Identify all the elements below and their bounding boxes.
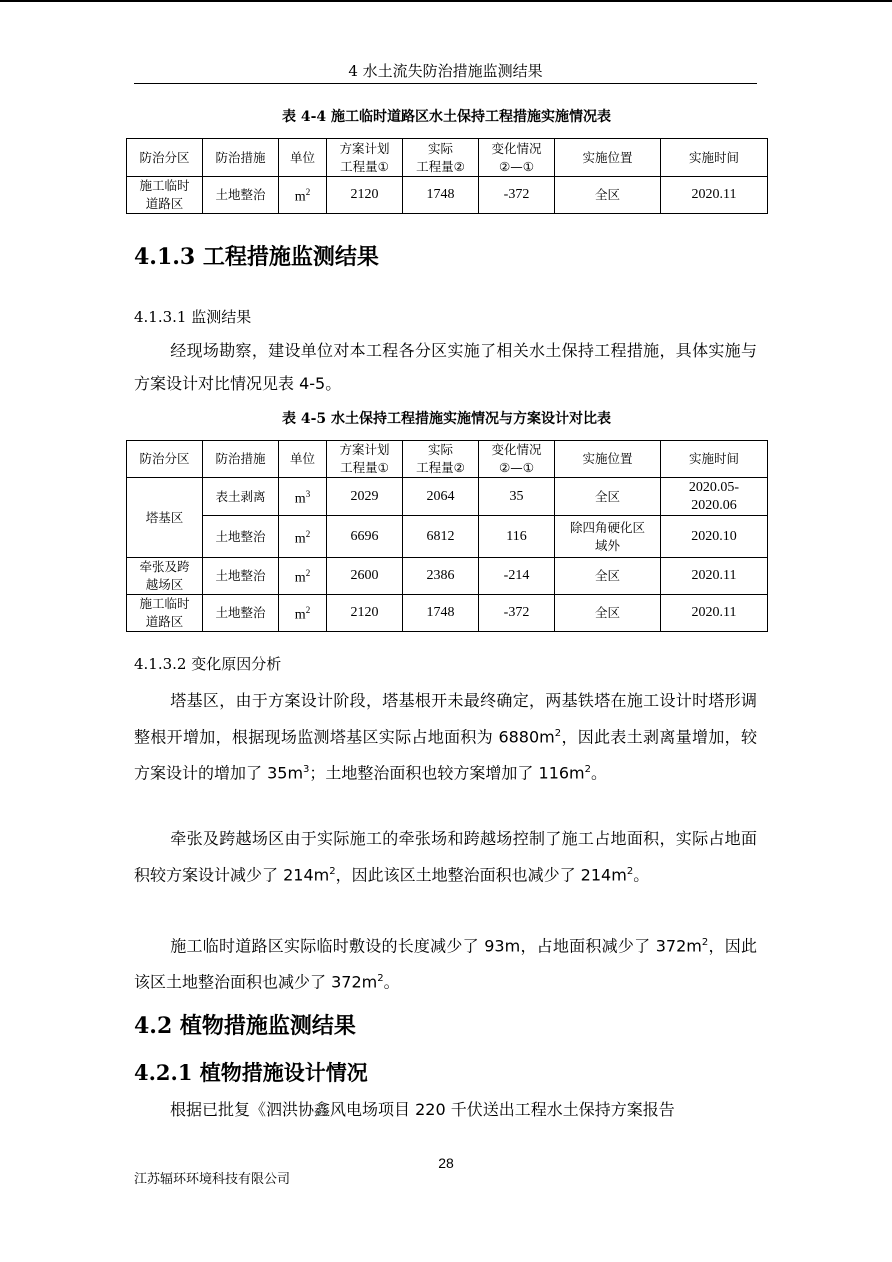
cell-time: 2020.05- 2020.06: [661, 478, 768, 516]
table-header-row: [127, 139, 768, 177]
table-row: [127, 516, 768, 558]
table-4-5-caption: 表 4-5 水土保持工程措施实施情况与方案设计对比表: [281, 411, 612, 427]
cell-unit: $m^2$: [279, 595, 327, 632]
header-measure: 防治措施: [203, 139, 279, 177]
paragraph-temp-road: 施工临时道路区实际临时敷设的长度减少了 93m，占地面积减少了 $372m^2$，因此该区土地整治面积也减少了 $372m^2$。: [134, 936, 757, 992]
table-4-5: [126, 440, 768, 632]
header-zone: 防治分区: [127, 441, 203, 478]
page-top-border: [0, 0, 892, 2]
header-unit: 单位: [279, 441, 327, 478]
table-row: [127, 595, 768, 632]
header-actual: 实际 工程量②: [403, 441, 479, 478]
header-location: 实施位置: [555, 139, 661, 177]
cell-plan: 2600: [327, 558, 403, 595]
cell-measure: 土地整治: [203, 516, 279, 558]
subsection-heading-4-1-3-2: 4.1.3.2 变化原因分析: [134, 655, 282, 673]
cell-actual: 1748: [403, 177, 479, 214]
cell-location: 除四角硬化区 域外: [555, 516, 661, 558]
cell-actual: 2386: [403, 558, 479, 595]
header-actual: 实际 工程量②: [403, 139, 479, 177]
cell-plan: 2120: [327, 177, 403, 214]
cell-location: 全区: [555, 177, 661, 214]
cell-zone: 施工临时 道路区: [127, 595, 203, 632]
cell-location: 全区: [555, 558, 661, 595]
section-heading-4-2: 4.2 植物措施监测结果: [134, 1013, 356, 1039]
company-name: 江苏辐环环境科技有限公司: [134, 1172, 291, 1187]
cell-unit: $m^2$: [279, 558, 327, 595]
cell-measure: 土地整治: [203, 558, 279, 595]
table-4-4: [126, 138, 768, 214]
cell-plan: 2029: [327, 478, 403, 516]
header-change: 变化情况 ②—①: [479, 139, 555, 177]
cell-plan: 6696: [327, 516, 403, 558]
table-header-row: [127, 441, 768, 478]
cell-time: 2020.10: [661, 516, 768, 558]
header-measure: 防治措施: [203, 441, 279, 478]
table-4-4-caption: 表 4-4 施工临时道路区水土保持工程措施实施情况表: [281, 109, 612, 125]
cell-change: -372: [479, 595, 555, 632]
cell-change: 35: [479, 478, 555, 516]
header-time: 实施时间: [661, 139, 768, 177]
cell-zone: 塔基区: [127, 478, 203, 558]
running-header: 4 水土流失防治措施监测结果: [348, 62, 543, 80]
header-change: 变化情况 ②—①: [479, 441, 555, 478]
header-time: 实施时间: [661, 441, 768, 478]
cell-location: 全区: [555, 595, 661, 632]
paragraph-plant-design: 根据已批复《泗洪协鑫风电场项目 220 千伏送出工程水土保持方案报告: [170, 1100, 675, 1119]
cell-unit: $m^2$: [279, 516, 327, 558]
cell-measure: 土地整治: [203, 595, 279, 632]
cell-measure: 表土剥离: [203, 478, 279, 516]
cell-measure: 土地整治: [203, 177, 279, 214]
cell-zone: 施工临时 道路区: [127, 177, 203, 214]
page-number: 28: [438, 1155, 454, 1171]
table-row: [127, 558, 768, 595]
table-row: [127, 177, 768, 214]
section-heading-4-1-3: 4.1.3 工程措施监测结果: [134, 244, 379, 270]
header-unit: 单位: [279, 139, 327, 177]
cell-change: 116: [479, 516, 555, 558]
cell-change: -372: [479, 177, 555, 214]
header-plan: 方案计划 工程量①: [327, 441, 403, 478]
cell-change: -214: [479, 558, 555, 595]
cell-zone: 牵张及跨 越场区: [127, 558, 203, 595]
section-heading-4-2-1: 4.2.1 植物措施设计情况: [134, 1060, 368, 1085]
table-row: [127, 478, 768, 516]
header-rule: [134, 83, 757, 84]
paragraph-tension-area: 牵张及跨越场区由于实际施工的牵张场和跨越场控制了施工占地面积，实际占地面积较方案设计减少了 $214m^2$，因此该区土地整治面积也减少了 $214m^2$。: [134, 829, 757, 885]
header-location: 实施位置: [555, 441, 661, 478]
paragraph-tower-area: 塔基区，由于方案设计阶段，塔基根开未最终确定，两基铁塔在施工设计时塔形调整根开增加，根据现场监测塔基区实际占地面积为 $6880m^2$，因此表土剥离量增加，较方案设计的增加了 $35m^3$；土地整治面积也较方案增加了 $116m^2$。: [134, 691, 757, 783]
cell-actual: 6812: [403, 516, 479, 558]
subsection-heading-4-1-3-1: 4.1.3.1 监测结果: [134, 308, 252, 326]
header-zone: 防治分区: [127, 139, 203, 177]
cell-actual: 2064: [403, 478, 479, 516]
cell-location: 全区: [555, 478, 661, 516]
cell-unit: $m^3$: [279, 478, 327, 516]
cell-time: 2020.11: [661, 177, 768, 214]
cell-time: 2020.11: [661, 558, 768, 595]
cell-actual: 1748: [403, 595, 479, 632]
paragraph-survey: 经现场勘察，建设单位对本工程各分区实施了相关水土保持工程措施，具体实施与方案设计对比情况见表 4-5。: [134, 341, 757, 393]
cell-unit: $m^2$: [279, 177, 327, 214]
header-plan: 方案计划 工程量①: [327, 139, 403, 177]
cell-time: 2020.11: [661, 595, 768, 632]
cell-plan: 2120: [327, 595, 403, 632]
